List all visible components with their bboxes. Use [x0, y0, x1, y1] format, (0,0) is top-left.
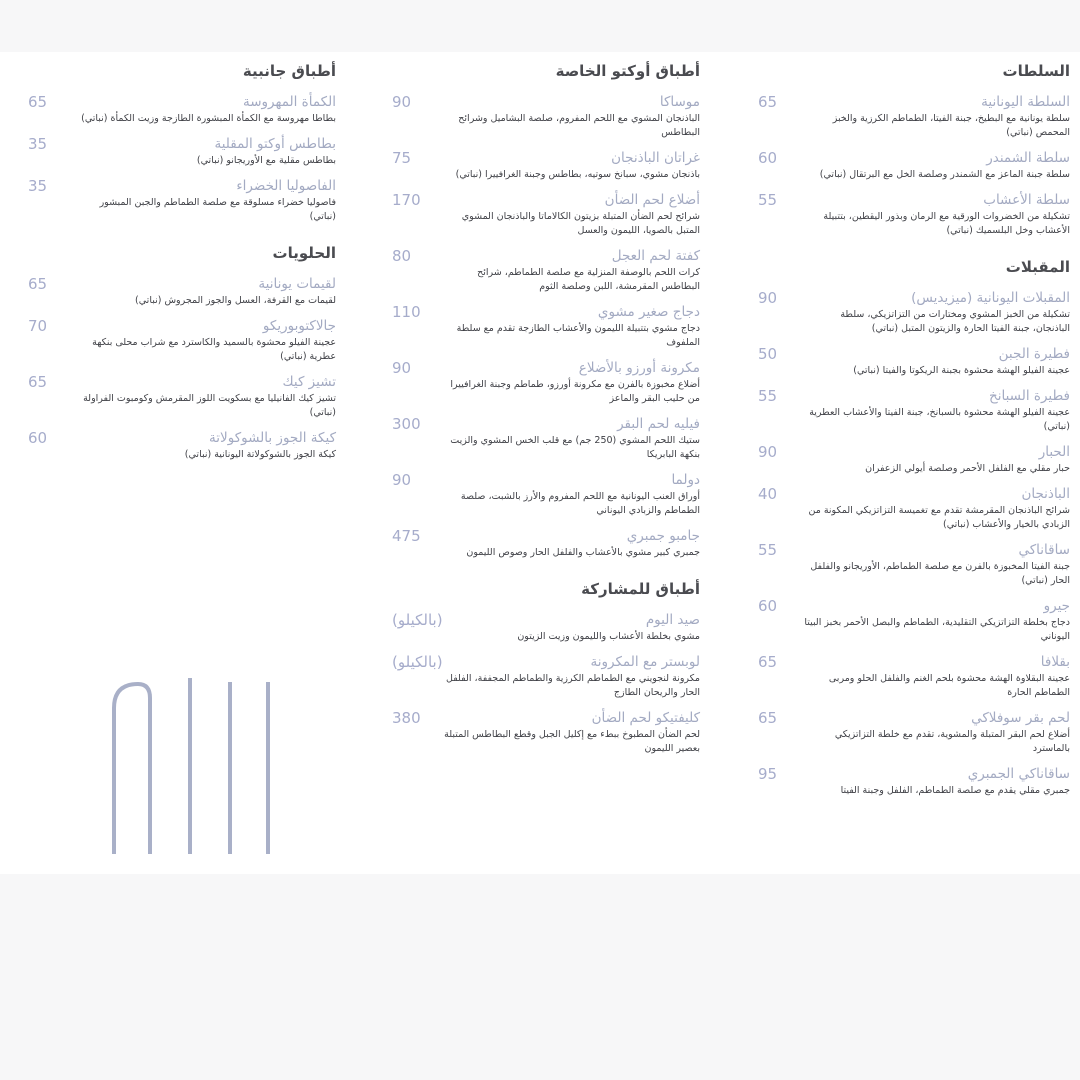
menu-item: [758, 190, 1070, 238]
item-description: لحم الضأن المطبوخ ببطء مع إكليل الجبل وقطع البطاطس المتبلة بعصير الليمون: [444, 729, 700, 754]
menu-item: [758, 288, 1070, 336]
menu-section: [392, 60, 700, 560]
menu-item: [392, 470, 700, 518]
section-title: الحلويات: [272, 244, 336, 262]
item-name: لحم بقر سوفلاكي: [971, 710, 1070, 726]
item-price: 90: [392, 471, 412, 489]
menu-item: [392, 526, 700, 560]
menu-item: [28, 428, 336, 462]
menu-item: [392, 246, 700, 294]
section-title: أطباق للمشاركة: [581, 580, 700, 598]
item-description: شرائح لحم الضأن المتبلة بزيتون الكالاماتا والباذنجان المشوي المتبل بالصويا، الليمون والعسل: [461, 211, 700, 236]
item-name: موساكا: [659, 94, 700, 110]
item-price: (بالكيلو): [392, 611, 443, 629]
item-price: 95: [758, 765, 778, 783]
item-name: تشيز كيك: [282, 374, 336, 390]
menu-section: [758, 256, 1070, 798]
menu-item: [758, 386, 1070, 434]
item-price: 55: [758, 387, 778, 405]
item-name: الكمأة المهروسة: [242, 94, 336, 110]
item-description: سلطة يونانية مع البطيخ، جبنة الفيتا، الطماطم الكرزية والخبز المحمص (نباتي): [832, 113, 1070, 138]
item-description: مشوي بخلطة الأعشاب والليمون وزيت الزيتون: [517, 631, 700, 642]
menu-item: [758, 484, 1070, 532]
item-description: عجينة الفيلو الهشة محشوة بجبنة الريكوتا والفيتا (نباتي): [853, 365, 1070, 376]
item-name: دجاج صغير مشوي: [597, 304, 700, 320]
item-name: غراتان الباذنجان: [611, 150, 700, 166]
menu-item: [392, 708, 700, 756]
item-price: 75: [392, 149, 412, 167]
item-name: فطيرة الجبن: [998, 346, 1070, 362]
item-price: 475: [392, 527, 421, 545]
item-name: جالاكتوبوريكو: [262, 318, 336, 334]
item-description: تشكيلة من الخضروات الورقية مع الرمان وبذور اليقطين، بتتبيلة الأعشاب وخل البلسميك (نباتي): [823, 211, 1070, 236]
item-description: عجينة الفيلو الهشة محشوة بالسبانخ، جبنة الفيتا والأعشاب العطرية (نباتي): [809, 407, 1070, 432]
item-description: شرائح الباذنجان المقرمشة تقدم مع تغميسة التزاتزيكي المكونة من الزبادي بالخيار والأعشاب (نباتي): [808, 505, 1070, 530]
menu-item: [392, 148, 700, 182]
menu-item: [758, 596, 1070, 644]
item-name: سلطة الشمندر: [986, 150, 1070, 166]
item-description: فاصوليا خضراء مسلوقة مع صلصة الطماطم والجبن المبشور (نباتي): [99, 197, 336, 222]
item-name: بطاطس أوكتو المقلية: [214, 136, 336, 152]
menu-item: [392, 302, 700, 350]
item-description: تشكيلة من الخبز المشوي ومختارات من التزاتزيكي، سلطة الباذنجان، جبنة الفيتا الحارة والزيتون المتبل (نباتي): [840, 309, 1070, 334]
item-description: جمبري كبير مشوي بالأعشاب والفلفل الحار وصوص الليمون: [466, 547, 700, 558]
item-name: سلطة الأعشاب: [983, 192, 1070, 208]
item-description: حبار مقلي مع الفلفل الأحمر وصلصة أيولي الزعفران: [865, 463, 1070, 474]
menu-section: [28, 60, 336, 224]
section-title: أطباق أوكتو الخاصة: [555, 62, 700, 80]
item-description: بطاطا مهروسة مع الكمأة المبشورة الطازجة وزيت الكمأة (نباتي): [81, 113, 336, 124]
item-price: 90: [758, 289, 778, 307]
item-price: 380: [392, 709, 421, 727]
item-name: كيكة الجوز بالشوكولاتة: [209, 430, 336, 446]
menu-item: [28, 274, 336, 308]
item-price: 65: [758, 653, 778, 671]
menu-item: [28, 134, 336, 168]
item-price: 35: [28, 135, 48, 153]
item-name: الحبار: [1038, 444, 1070, 460]
item-description: كيكة الجوز بالشوكولاتة اليونانية (نباتي): [184, 449, 336, 460]
item-name: ساقاناكي الجمبري: [967, 766, 1070, 782]
item-description: لقيمات مع القرفة، العسل والجوز المجروش (نباتي): [135, 295, 336, 306]
item-price: 65: [758, 709, 778, 727]
item-description: عجينة البقلاوة الهشة محشوة بلحم الغنم والفلفل الحلو ومربى الطماطم الحارة: [828, 673, 1070, 698]
menu-item: [758, 652, 1070, 700]
item-name: ساقاناكي: [1018, 542, 1070, 558]
item-name: الباذنجان: [1021, 486, 1070, 502]
item-price: 55: [758, 191, 778, 209]
menu-item: [758, 442, 1070, 476]
logo-arch-stroke: [114, 684, 150, 854]
item-name: كليفتيكو لحم الضأن: [591, 710, 700, 726]
item-description: سلطة جبنة الماعز مع الشمندر وصلصة الخل مع البرتقال (نباتي): [819, 169, 1070, 180]
item-name: لوبستر مع المكرونة: [590, 654, 700, 670]
menu-item: [392, 414, 700, 462]
menu-section: [28, 242, 336, 462]
section-title: السلطات: [1002, 62, 1070, 80]
menu-item: [758, 92, 1070, 140]
item-description: جبنة الفيتا المخبوزة بالفرن مع صلصة الطماطم، الأوريجانو والفلفل الحار (نباتي): [810, 561, 1070, 586]
item-price: 60: [758, 149, 778, 167]
menu-column-middle: [392, 60, 700, 774]
item-name: فطيرة السبانخ: [989, 388, 1070, 404]
item-price: 170: [392, 191, 421, 209]
item-price: 50: [758, 345, 778, 363]
item-description: بطاطس مقلية مع الأوريجانو (نباتي): [196, 155, 336, 166]
menu-item: [392, 190, 700, 238]
section-title: المقبلات: [1005, 258, 1070, 276]
menu-item: [28, 92, 336, 126]
menu-column-right: [758, 60, 1070, 816]
menu-item: [392, 610, 700, 644]
menu-item: [758, 344, 1070, 378]
item-price: 55: [758, 541, 778, 559]
item-description: تشيز كيك الفانيليا مع بسكويت اللوز المقرمش وكومبوت الفراولة (نباتي): [83, 393, 336, 418]
item-price: 90: [758, 443, 778, 461]
item-price: 80: [392, 247, 412, 265]
menu-item: [392, 652, 700, 700]
item-name: جيرو: [1043, 598, 1070, 614]
menu-sheet: [0, 52, 1080, 874]
item-price: 65: [28, 373, 48, 391]
item-name: جامبو جمبري: [626, 528, 700, 544]
menu-item: [392, 358, 700, 406]
item-description: أضلاع لحم البقر المتبلة والمشوية، تقدم مع خلطة التزاتزيكي بالماسترد: [834, 729, 1070, 754]
menu-item: [758, 764, 1070, 798]
item-description: باذنجان مشوي، سبانخ سوتيه، بطاطس وجبنة الغرافييرا (نباتي): [455, 169, 700, 180]
item-price: 60: [28, 429, 48, 447]
item-name: المقبلات اليونانية (ميزيديس): [911, 290, 1070, 306]
item-description: الباذنجان المشوي مع اللحم المفروم، صلصة البشاميل وشرائح البطاطس: [458, 113, 700, 138]
item-price: 40: [758, 485, 778, 503]
item-description: دجاج بخلطة التزاتزيكي التقليدية، الطماطم والبصل الأحمر بخبز البيتا اليوناني: [804, 617, 1070, 642]
item-price: 35: [28, 177, 48, 195]
item-price: 90: [392, 93, 412, 111]
item-price: 65: [28, 93, 48, 111]
item-description: جمبري مقلي يقدم مع صلصة الطماطم، الفلفل وجبنة الفيتا: [840, 785, 1070, 796]
menu-section: [758, 60, 1070, 238]
item-description: دجاج مشوي بتتبيلة الليمون والأعشاب الطازجة تقدم مع سلطة الملفوف: [456, 323, 700, 348]
item-name: لقيمات يونانية: [258, 276, 336, 292]
menu-item: [28, 316, 336, 364]
item-name: السلطة اليونانية: [981, 94, 1070, 110]
item-price: 300: [392, 415, 421, 433]
item-price: 60: [758, 597, 778, 615]
item-description: ستيك اللحم المشوي (250 جم) مع قلب الخس المشوي والزيت بنكهة البابريكا: [450, 435, 700, 460]
item-description: مكرونة لنجويني مع الطماطم الكرزية والطماطم المجففة، الفلفل الحار والريحان الطازج: [446, 673, 700, 698]
menu-column-left: [28, 60, 336, 480]
item-name: فيليه لحم البقر: [617, 416, 700, 432]
item-price: 70: [28, 317, 48, 335]
octo-logo-icon: [108, 678, 274, 854]
item-name: كفتة لحم العجل: [611, 248, 700, 264]
item-price: 65: [758, 93, 778, 111]
item-name: أضلاع لحم الضأن: [604, 192, 700, 208]
item-price: 110: [392, 303, 421, 321]
menu-item: [758, 708, 1070, 756]
menu-section: [392, 578, 700, 756]
item-name: الفاصوليا الخضراء: [236, 178, 336, 194]
item-price: 90: [392, 359, 412, 377]
item-description: أضلاع مخبوزة بالفرن مع مكرونة أورزو، طماطم وجبنة الغرافييرا من حليب البقر والماعز: [450, 379, 700, 404]
menu-item: [392, 92, 700, 140]
menu-item: [758, 540, 1070, 588]
item-description: كرات اللحم بالوصفة المنزلية مع صلصة الطماطم، شرائح البطاطس المقرمشة، اللبن وصلصة الثوم: [477, 267, 700, 292]
item-price: 65: [28, 275, 48, 293]
item-name: مكرونة أورزو بالأضلاع: [578, 360, 700, 376]
item-description: أوراق العنب اليونانية مع اللحم المفروم والأرز بالشبت، صلصة الطماطم والزبادي اليوناني: [460, 491, 700, 516]
item-description: عجينة الفيلو محشوة بالسميد والكاسترد مع شراب محلى بنكهة عطرية (نباتي): [92, 337, 336, 362]
menu-item: [758, 148, 1070, 182]
item-name: بقلافا: [1040, 654, 1070, 670]
menu-item: [28, 176, 336, 224]
item-price: (بالكيلو): [392, 653, 443, 671]
item-name: صيد اليوم: [645, 612, 700, 628]
section-title: أطباق جانبية: [242, 62, 336, 80]
menu-item: [28, 372, 336, 420]
item-name: دولما: [671, 472, 700, 488]
